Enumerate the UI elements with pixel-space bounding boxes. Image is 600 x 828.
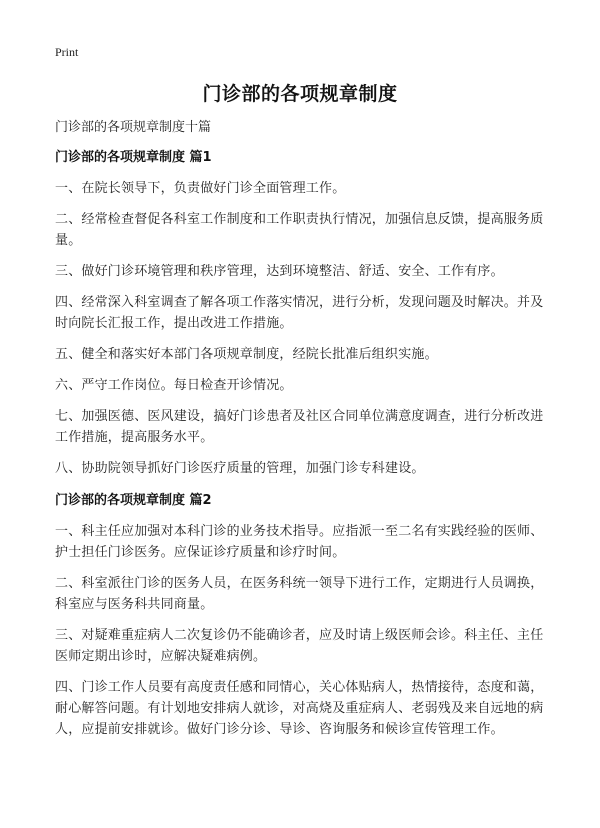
section-heading: 门诊部的各项规章制度 篇1: [55, 150, 212, 165]
paragraph: 四、经常深入科室调查了解各项工作落实情况，进行分析，发现问题及时解决。并及时向院长汇报工作，提出改进工作措施。: [55, 295, 544, 331]
document-subtitle: 门诊部的各项规章制度十篇: [55, 120, 212, 135]
paragraph: 一、科主任应加强对本科门诊的业务技术指导。应指派一至二名有实践经验的医师、护士担任门诊医务。应保证诊疗质量和诊疗时间。: [55, 524, 544, 560]
section-1: [55, 148, 555, 479]
paragraph: 六、严守工作岗位。每日检查开诊情况。: [55, 378, 293, 393]
paragraph: 一、在院长领导下，负责做好门诊全面管理工作。: [55, 181, 346, 196]
paragraph: 三、对疑难重症病人二次复诊仍不能确诊者，应及时请上级医师会诊。科主任、主任医师定期出诊时，应解决疑难病例。: [55, 628, 544, 664]
paragraph: 四、门诊工作人员要有高度责任感和同情心，关心体贴病人，热情接待，态度和蔼，耐心解答问题。有计划地安排病人就诊，对高烧及重症病人、老弱残及来自远地的病人，应提前安排就诊。做好门诊分诊、导诊、咨询服务和候诊宣传管理工作。: [55, 680, 544, 737]
document-body: [55, 118, 555, 750]
paragraph: 三、做好门诊环境管理和秩序管理，达到环境整洁、舒适、安全、工作有序。: [55, 264, 504, 279]
paragraph: 八、协助院领导抓好门诊医疗质量的管理，加强门诊专科建设。: [55, 461, 425, 476]
page-title: 门诊部的各项规章制度: [202, 83, 398, 105]
paragraph: 七、加强医德、医风建设，搞好门诊患者及社区合同单位满意度调查，进行分析改进工作措施，提高服务水平。: [55, 409, 544, 445]
print-label: Print: [55, 45, 79, 59]
paragraph: 二、经常检查督促各科室工作制度和工作职责执行情况，加强信息反馈，提高服务质量。: [55, 212, 544, 248]
section-heading: 门诊部的各项规章制度 篇2: [55, 493, 212, 508]
section-2: [55, 491, 555, 740]
paragraph: 二、科室派往门诊的医务人员，在医务科统一领导下进行工作，定期进行人员调换，科室应与医务科共同商量。: [55, 576, 544, 612]
paragraph: 五、健全和落实好本部门各项规章制度，经院长批准后组织实施。: [55, 347, 438, 362]
